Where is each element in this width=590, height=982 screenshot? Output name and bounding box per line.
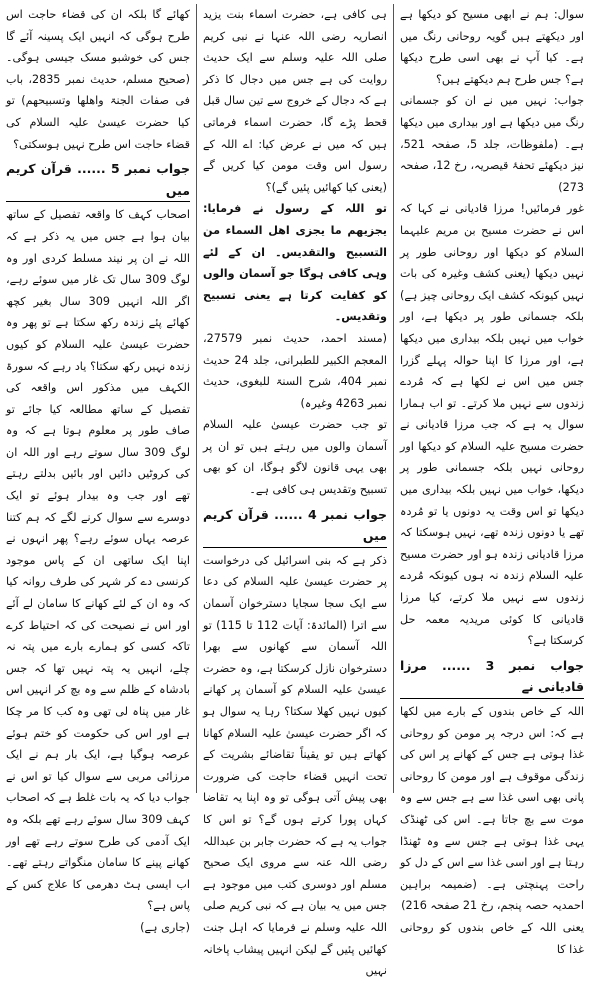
paragraph: ہی کافی ہے، حضرت اسماء بنت یزید انصاریہ رضی اللہ عنہا نے نبی کریم صلی اللہ علیہ وسلم سے ایک حدیث روایت کی ہے جس میں دجال کا ذکر ہے کہ دجال کے خروج سے تین سال قبل قحط پڑے گا، حضرت اسماء فرماتی ہیں کہ میں نے عرض کیا: اے اللہ کے رسول اس وقت مومن کیا کریں گے (یعنی کیا کھائیں پئیں گے)؟ [203, 8, 387, 194]
paragraph: کھائے گا بلکہ ان کی قضاء حاجت اس طرح ہوگی کہ انہیں ایک پسینہ آئے گا جس کی خوشبو مسک جیسی ہوگی۔ (صحیح مسلم، حدیث نمبر 2835، باب فی صفات الجنۃ واھلھا وتسبیحھم) تو کیا حضرت عیسیٰ علیہ السلام کی قضاء حاجت اس طرح نہیں ہوسکتی؟ [6, 8, 190, 151]
section-heading: جواب نمبر 4 ...... قرآن کریم میں [203, 504, 387, 548]
reference: (مسند احمد، حدیث نمبر 27579، المعجم الکبیر للطبرانی، جلد 24 حدیث نمبر 404، شرح السنۃ للبغوی، حدیث نمبر 4263 وغیرہ) [203, 331, 388, 410]
column-right [400, 4, 584, 956]
paragraph: غور فرمائیں! مرزا قادیانی نے کہا کہ اس نے حضرت مسیح بن مریم علیہما السلام کو دیکھا اور روحانی طور پر نہیں دیکھا (یعنی کشف وغیرہ کی بات نہیں کیونکہ کشف ایک روحانی چیز ہے) بلکہ جسمانی طور پر دیکھا ہے، اور خواب میں نہیں بلکہ بیداری میں دیکھا ہے، اور مرزا کا اپنا حوالہ پہلے گزرا جس میں اس نے لکھا ہے کہ مُردے زندوں سے نہیں ملا کرتے۔ تو اب ہمارا سوال یہ ہے کہ جب مرزا قادیانی نے حضرت مسیح علیہ السلام کو دیکھا اور روحانی نہیں بلکہ جسمانی طور پر دیکھا، خواب میں نہیں بلکہ بیداری میں دیکھا تو اس وقت یہ دونوں یا تو مُردہ تھے یا دونوں زندہ تھے، نہیں ہوسکتا کہ مرزا قادیانی زندہ ہو اور حضرت مسیح علیہ السلام زندہ نہ ہوں کیونکہ مُردے زندوں سے نہیں ملا کرتے، کیا مرزا قادیانی کا کوئی مریدیہ معمہ حل کرسکتا ہے؟ [400, 202, 584, 648]
paragraph: اللہ کے خاص بندوں کے بارے میں لکھا ہے کہ: اس درجہ پر مومن کو روحانی غذا ہوتی ہے جس کے کھانے پر اس کی زندگی موقوف ہے اور مومن کا روحانی پانی بھی اسی غذا سے ہے جس سے وہ موت سے بچ جاتا ہے۔ اس کی ٹھنڈک یہی غذا ہوتی ہے جس سے وہ ٹھنڈا رہتا ہے اور اسی غذا سے اس کے دل کو راحت پہنچتی ہے۔ (ضمیمہ براہین احمدیہ حصہ پنجم، رخ 21 صفحہ 216) [400, 705, 584, 913]
paragraph: تو جب حضرت عیسیٰ علیہ السلام آسمان والوں میں رہتے ہیں تو ان پر بھی یہی قانون لاگو ہوگا، ان کو بھی تسبیح وتقدیس ہی کافی ہے۔ [203, 418, 387, 497]
column-divider [196, 4, 197, 793]
paragraph: اصحاب کہف کا واقعہ تفصیل کے ساتھ بیان ہوا ہے جس میں یہ ذکر ہے کہ اللہ نے ان پر نیند مسلط کردی اور وہ لوگ 309 سال تک غار میں سوئے رہے، اگر اللہ انہیں 309 سال بغیر کچھ کھائے پئے زندہ رکھ سکتا ہے تو پھر وہ حضرت عیسیٰ علیہ السلام کو کیوں زندہ نہیں رکھ سکتا؟ یاد رہے کہ سورۃ الکہف میں مذکور اس واقعہ کی تفصیل کے ساتھ مطالعہ کیا جائے تو صاف طور پر معلوم ہوتا ہے کہ وہ لوگ 309 سال سوتے رہے اور اللہ ان کی کروٹیں دائیں اور بائیں بدلتے رہتے تھے اور جب وہ بیدار ہوئے تو ایک دوسرے سے سوال کرنے لگے کہ ہم کتنا عرصہ یہاں سوئے رہے؟ پھر انہوں نے اپنا ایک ساتھی ان کے پاس موجود کرنسی دے کر شہر کی طرف روانہ کیا کہ وہ ان کے لئے کھانے کا سامان لے آئے اور اس نے نصیحت کی کہ احتیاط کرے تاکہ کسی کو ہمارے بارے میں پتہ نہ چلے، انہیں یہ پتہ نہیں تھا کہ جس بادشاہ کے ظلم سے وہ بچ کر انہیں اس غار میں پناہ لی تھی وہ کب کا مر چکا ہے اور اس کی حکومت کو ختم ہوئے عرصہ ہوگیا ہے، ایک بار ہم نے ایک مرزائی مربی سے سوال کیا تو اس نے جواب دیا کہ یہ بات غلط ہے کہ اصحاب کہف 309 سال سوئے رہے تھے بلکہ وہ ایک آدمی کی طرح سوتے رہے تھے اور کھانے پینے کا سامان منگواتے رہتے تھے۔ اب ایسی ہٹ دھرمی کا علاج کس کے پاس ہے؟ [6, 208, 190, 913]
paragraph: سوال: ہم نے ابھی مسیح کو دیکھا ہے اور دیکھتے ہیں گویہ روحانی رنگ میں ہے۔ کیا آپ نے بھی اسی طرح دیکھا ہے؟ جس طرح ہم دیکھتے ہیں؟ [400, 8, 584, 86]
section-heading: جواب نمبر 5 ...... قرآن کریم میں [6, 158, 190, 202]
continued-note: (جاری ہے) [140, 920, 190, 934]
hadith-quote: تو اللہ کے رسول نے فرمایا: یجزیهم ما یجزی اهل السماء من التسبيح والتقديس۔ ان کے لئے وہی کافی ہوگا جو آسمان والوں کو کفایت کرتا ہے یعنی تسبیح وتقدیس۔ [203, 202, 387, 324]
paragraph: ذکر ہے کہ بنی اسرائیل کی درخواست پر حضرت عیسیٰ علیہ السلام کی دعا سے ایک سجا سجایا دسترخوان آسمان سے اترا (المائدۃ: آیات 112 تا 115) تو اللہ آسمان سے کھانوں سے بھرا دسترخوان نازل کرسکتا ہے، وہ حضرت عیسیٰ علیہ السلام کو آسمان پر کھانے کیوں نہیں کھلا سکتا؟ رہا یہ سوال ہو کہ اگر حضرت عیسیٰ علیہ السلام کھانا کھاتے ہیں تو یقیناً تقاضائے بشریت کے تحت انہیں قضاء حاجت کی ضرورت بھی پیش آتی ہوگی تو وہ اپنا یہ تقاضا کہاں پورا کرتے ہوں گے؟ تو اس کا جواب یہ ہے کہ حضرت جابر بن عبداللہ رضی اللہ عنہ سے مروی ایک صحیح مسلم اور دوسری کتب میں موجود ہے جس میں یہ بیان ہے کہ نبی کریم صلی اللہ علیہ وسلم نے فرمایا کہ اہل جنت کھائیں پئیں گے لیکن انہیں پیشاب پاخانہ نہیں [203, 553, 387, 978]
column-left [6, 4, 190, 934]
paragraph: جواب: نہیں میں نے ان کو جسمانی رنگ میں دیکھا ہے اور بیداری میں دیکھا ہے۔ (ملفوظات، جلد 5، صفحہ 521، نیز دیکھئے تحفۂ قیصریہ، رخ 12، صفحہ 273) [400, 94, 584, 194]
section-heading: جواب نمبر 3 ...... مرزا قادیانی نے [400, 655, 584, 699]
column-divider [393, 4, 394, 793]
column-middle [203, 4, 388, 978]
paragraph: یعنی اللہ کے خاص بندوں کو روحانی غذا کا [400, 920, 584, 956]
